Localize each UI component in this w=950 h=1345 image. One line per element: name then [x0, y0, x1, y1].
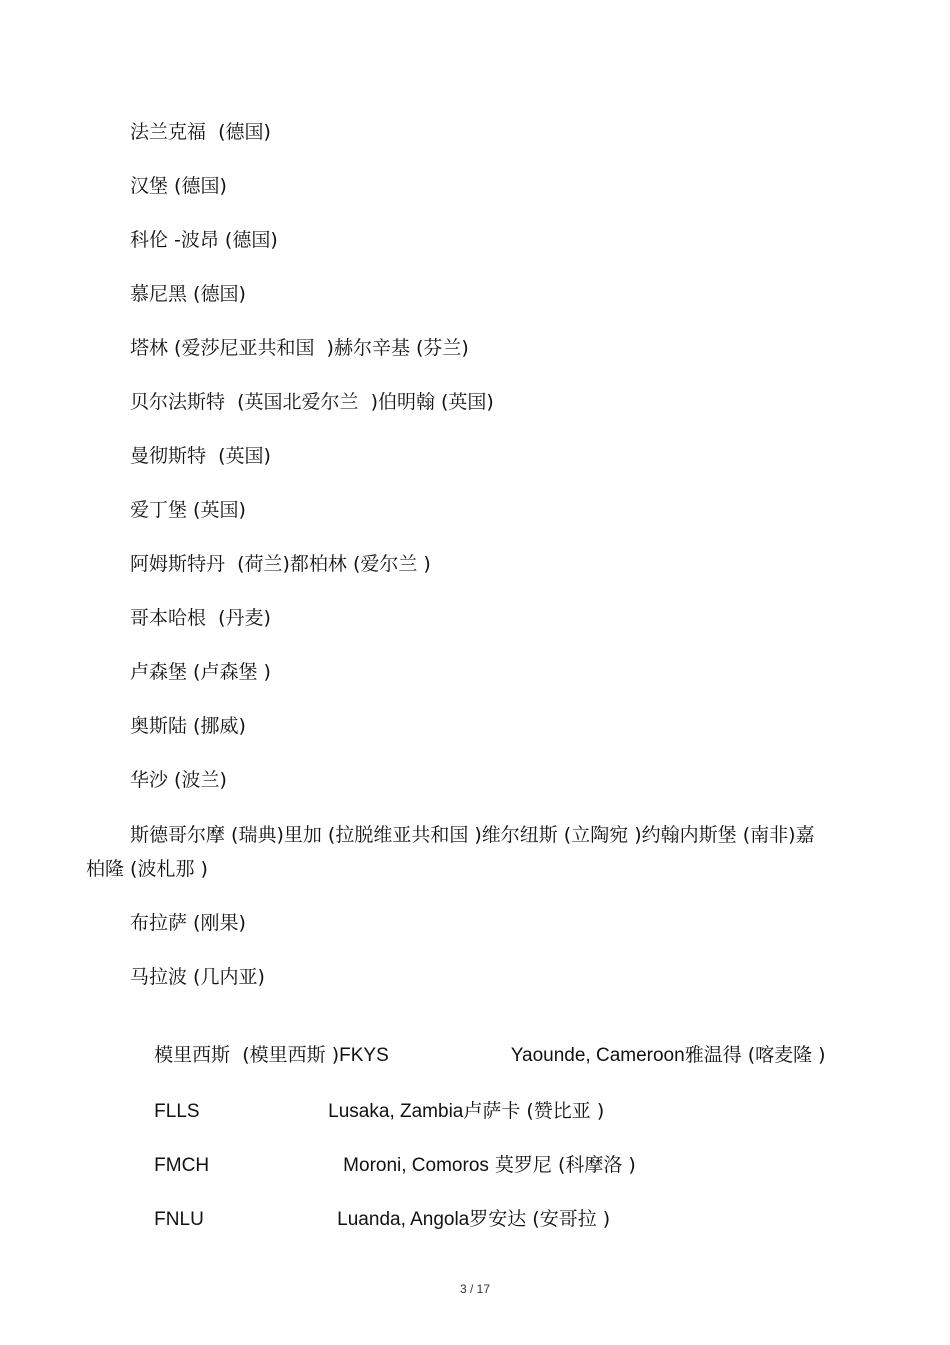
text-line: 奥斯陆 (挪威)	[130, 715, 246, 737]
text-line: 汉堡 (德国)	[130, 175, 227, 197]
text-line: 科伦 -波昂 (德国)	[130, 229, 278, 251]
airport-city: Moroni, Comoros	[343, 1155, 489, 1176]
airport-code: FLLS	[154, 1101, 200, 1122]
airport-row	[130, 1183, 610, 1256]
text-line: 布拉萨 (刚果)	[130, 912, 246, 934]
text-line: 阿姆斯特丹 (荷兰)都柏林 (爱尔兰 )	[130, 553, 431, 575]
airport-name: 罗安达 (安哥拉 )	[469, 1208, 611, 1230]
airport-name: 雅温得 (喀麦隆 )	[684, 1044, 826, 1066]
text-line: 卢森堡 (卢森堡 )	[130, 661, 271, 683]
airport-city: Lusaka, Zambia	[328, 1101, 464, 1122]
airport-name: 卢萨卡 (赞比亚 )	[463, 1100, 605, 1122]
airport-code: FNLU	[154, 1209, 204, 1230]
text-line: 贝尔法斯特 (英国北爱尔兰 )伯明翰 (英国)	[130, 391, 494, 413]
text-line: 慕尼黑 (德国)	[130, 283, 246, 305]
airport-code: FKYS	[339, 1045, 389, 1066]
airport-city: Luanda, Angola	[337, 1209, 470, 1230]
text-line: 塔林 (爱莎尼亚共和国 )赫尔辛基 (芬兰)	[130, 337, 469, 359]
text-paragraph: 斯德哥尔摩 (瑞典)里加 (拉脱维亚共和国 )维尔纽斯 (立陶宛 )约翰内斯堡 (南非)嘉柏隆 (波札那 )	[86, 824, 815, 880]
text-line: 法兰克福 (德国)	[130, 121, 271, 143]
text-line: 曼彻斯特 (英国)	[130, 445, 271, 467]
text-line: 马拉波 (几内亚)	[130, 966, 265, 988]
page-number: 3 / 17	[459, 1282, 491, 1296]
airport-name: 莫罗尼 (科摩洛 )	[488, 1154, 636, 1176]
airport-prefix: 模里西斯 (模里西斯 )	[154, 1044, 340, 1066]
airport-code: FMCH	[154, 1155, 210, 1176]
text-line: 爱丁堡 (英国)	[130, 499, 246, 521]
text-line: 华沙 (波兰)	[130, 769, 227, 791]
text-line: 哥本哈根 (丹麦)	[130, 607, 271, 629]
airport-city: Yaounde, Cameroon	[510, 1045, 685, 1066]
